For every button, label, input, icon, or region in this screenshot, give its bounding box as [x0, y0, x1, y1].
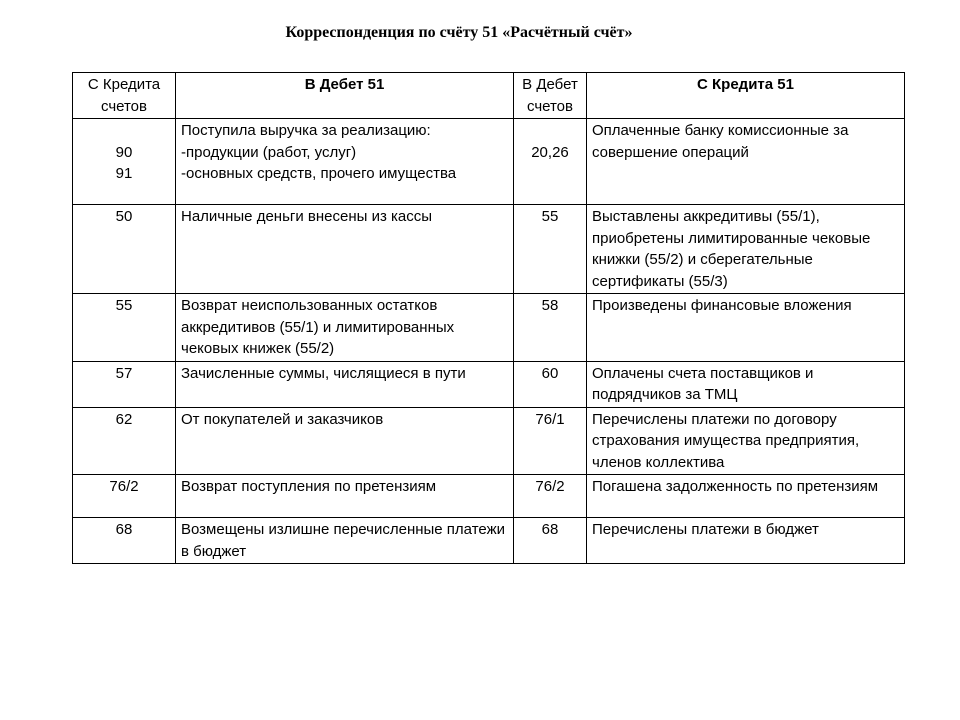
debit-account-cell: 68: [514, 518, 587, 564]
credit-description-cell: Оплаченные банку комиссионные за совершение операций: [587, 119, 905, 205]
debit-description-cell: Наличные деньги внесены из кассы: [176, 205, 514, 294]
credit-account-cell: 57: [73, 361, 176, 407]
table-row: [73, 475, 905, 518]
debit-description-cell: Поступила выручка за реализацию: -продукции (работ, услуг) -основных средств, прочего имущества: [176, 119, 514, 205]
credit-description-cell: Произведены финансовые вложения: [587, 294, 905, 362]
debit-account-cell: 55: [514, 205, 587, 294]
debit-description-cell: От покупателей и заказчиков: [176, 407, 514, 475]
table-row: [73, 361, 905, 407]
debit-description-cell: Зачисленные суммы, числящиеся в пути: [176, 361, 514, 407]
credit-description-cell: Перечислены платежи в бюджет: [587, 518, 905, 564]
table-row: [73, 518, 905, 564]
credit-account-cell: 62: [73, 407, 176, 475]
table-row: [73, 119, 905, 205]
debit-description-cell: Возмещены излишне перечисленные платежи в бюджет: [176, 518, 514, 564]
credit-account-cell: 68: [73, 518, 176, 564]
credit-account-cell: 55: [73, 294, 176, 362]
debit-description-cell: Возврат неиспользованных остатков аккредитивов (55/1) и лимитированных чековых книжек (55/2): [176, 294, 514, 362]
debit-description-cell: Возврат поступления по претензиям: [176, 475, 514, 518]
header-credit-accounts: С Кредита счетов: [73, 73, 176, 119]
table-header-row: [73, 73, 905, 119]
debit-account-cell: 20,26: [514, 119, 587, 205]
table-row: [73, 205, 905, 294]
debit-account-cell: 58: [514, 294, 587, 362]
credit-account-cell: 76/2: [73, 475, 176, 518]
correspondence-table: [72, 72, 905, 564]
table-row: [73, 294, 905, 362]
header-debit-51: В Дебет 51: [176, 73, 514, 119]
header-debit-accounts: В Дебет счетов: [514, 73, 587, 119]
page-title: Корреспонденция по счёту 51 «Расчётный счёт»: [285, 24, 633, 41]
debit-account-cell: 76/1: [514, 407, 587, 475]
debit-account-cell: 76/2: [514, 475, 587, 518]
credit-account-cell: 50: [73, 205, 176, 294]
debit-account-cell: 60: [514, 361, 587, 407]
credit-description-cell: Погашена задолженность по претензиям: [587, 475, 905, 518]
credit-description-cell: Перечислены платежи по договору страхования имущества предприятия, членов коллектива: [587, 407, 905, 475]
credit-description-cell: Оплачены счета поставщиков и подрядчиков за ТМЦ: [587, 361, 905, 407]
credit-description-cell: Выставлены аккредитивы (55/1), приобретены лимитированные чековые книжки (55/2) и сберегательные сертификаты (55/3): [587, 205, 905, 294]
header-credit-51: С Кредита 51: [587, 73, 905, 119]
credit-account-cell: 90 91: [73, 119, 176, 205]
table-row: [73, 407, 905, 475]
